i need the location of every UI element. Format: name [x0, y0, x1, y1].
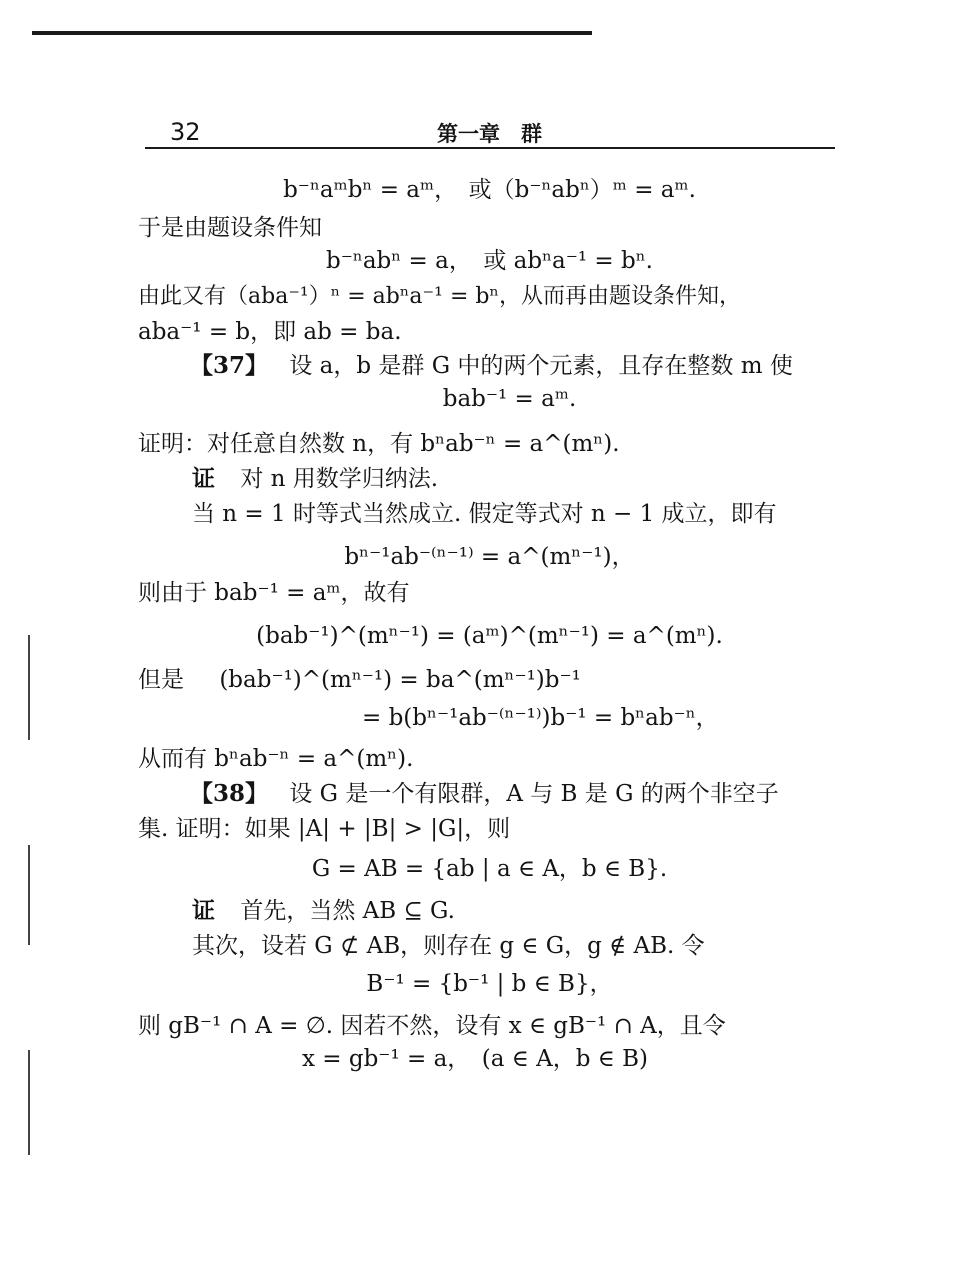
- text-line-16: 从而有 bⁿab⁻ⁿ = a^(mⁿ).: [138, 746, 414, 772]
- text-line-10: 当 n = 1 时等式当然成立. 假定等式对 n − 1 成立，即有: [192, 501, 777, 527]
- formula-line-13: (bab⁻¹)^(mⁿ⁻¹) = (aᵐ)^(mⁿ⁻¹) = a^(mⁿ).: [256, 623, 723, 649]
- problem-38-statement: 设 G 是一个有限群，A 与 B 是 G 的两个非空子: [289, 781, 779, 807]
- formula-line-22: B⁻¹ = {b⁻¹ | b ∈ B}，: [366, 971, 613, 997]
- chapter-title: 第一章 群: [437, 122, 542, 146]
- margin-mark-3: [28, 1050, 30, 1155]
- proof-38-label: 证: [192, 897, 215, 924]
- page-number: 32: [170, 118, 201, 146]
- formula-line-1: b⁻ⁿaᵐbⁿ = aᵐ， 或（b⁻ⁿabⁿ）ᵐ = aᵐ.: [283, 177, 696, 203]
- problem-37-label: 【37】: [190, 352, 269, 379]
- text-line-18: 集. 证明：如果 |A| + |B| > |G|，则: [138, 816, 511, 842]
- proof-37-label: 证: [192, 465, 215, 492]
- text-line-4: 由此又有（aba⁻¹）ⁿ = abⁿa⁻¹ = bⁿ，从而再由题设条件知，: [138, 284, 741, 309]
- formula-line-3: b⁻ⁿabⁿ = a， 或 abⁿa⁻¹ = bⁿ.: [326, 248, 653, 274]
- formula-line-15: = b(bⁿ⁻¹ab⁻⁽ⁿ⁻¹⁾)b⁻¹ = bⁿab⁻ⁿ，: [362, 705, 719, 731]
- formula-14-expr: (bab⁻¹)^(mⁿ⁻¹) = ba^(mⁿ⁻¹)b⁻¹: [219, 667, 581, 693]
- top-scan-edge-rule: [32, 31, 592, 35]
- proof-38-first: 首先，当然 AB ⊆ G.: [240, 898, 455, 924]
- problem-37-heading: [190, 352, 793, 380]
- problem-37-statement: 设 a，b 是群 G 中的两个元素，且存在整数 m 使: [289, 353, 793, 379]
- formula-line-14: [138, 666, 581, 694]
- text-line-12: 则由于 bab⁻¹ = aᵐ，故有: [138, 580, 410, 606]
- problem-38-heading: [190, 780, 779, 808]
- formula-line-19: G = AB = {ab | a ∈ A，b ∈ B}.: [311, 856, 668, 882]
- text-line-8: 证明：对任意自然数 n，有 bⁿab⁻ⁿ = a^(mⁿ).: [138, 431, 620, 457]
- text-line-2: 于是由题设条件知: [138, 215, 322, 241]
- but-label: 但是: [138, 667, 184, 693]
- formula-line-24: x = gb⁻¹ = a， (a ∈ A，b ∈ B): [302, 1046, 648, 1072]
- text-line-5: aba⁻¹ = b，即 ab = ba.: [138, 319, 402, 345]
- problem-38-label: 【38】: [190, 780, 269, 807]
- text-line-21: 其次，设若 G ⊄ AB，则存在 g ∈ G，g ∉ AB. 令: [192, 933, 705, 959]
- proof-37-start: [192, 465, 438, 493]
- text-line-23: 则 gB⁻¹ ∩ A = ∅. 因若不然，设有 x ∈ gB⁻¹ ∩ A，且令: [138, 1013, 726, 1039]
- formula-line-11: bⁿ⁻¹ab⁻⁽ⁿ⁻¹⁾ = a^(mⁿ⁻¹)，: [344, 544, 635, 570]
- proof-38-start: [192, 897, 455, 925]
- margin-mark-1: [28, 635, 30, 740]
- proof-37-method: 对 n 用数学归纳法.: [240, 466, 439, 492]
- formula-line-7: bab⁻¹ = aᵐ.: [442, 386, 577, 412]
